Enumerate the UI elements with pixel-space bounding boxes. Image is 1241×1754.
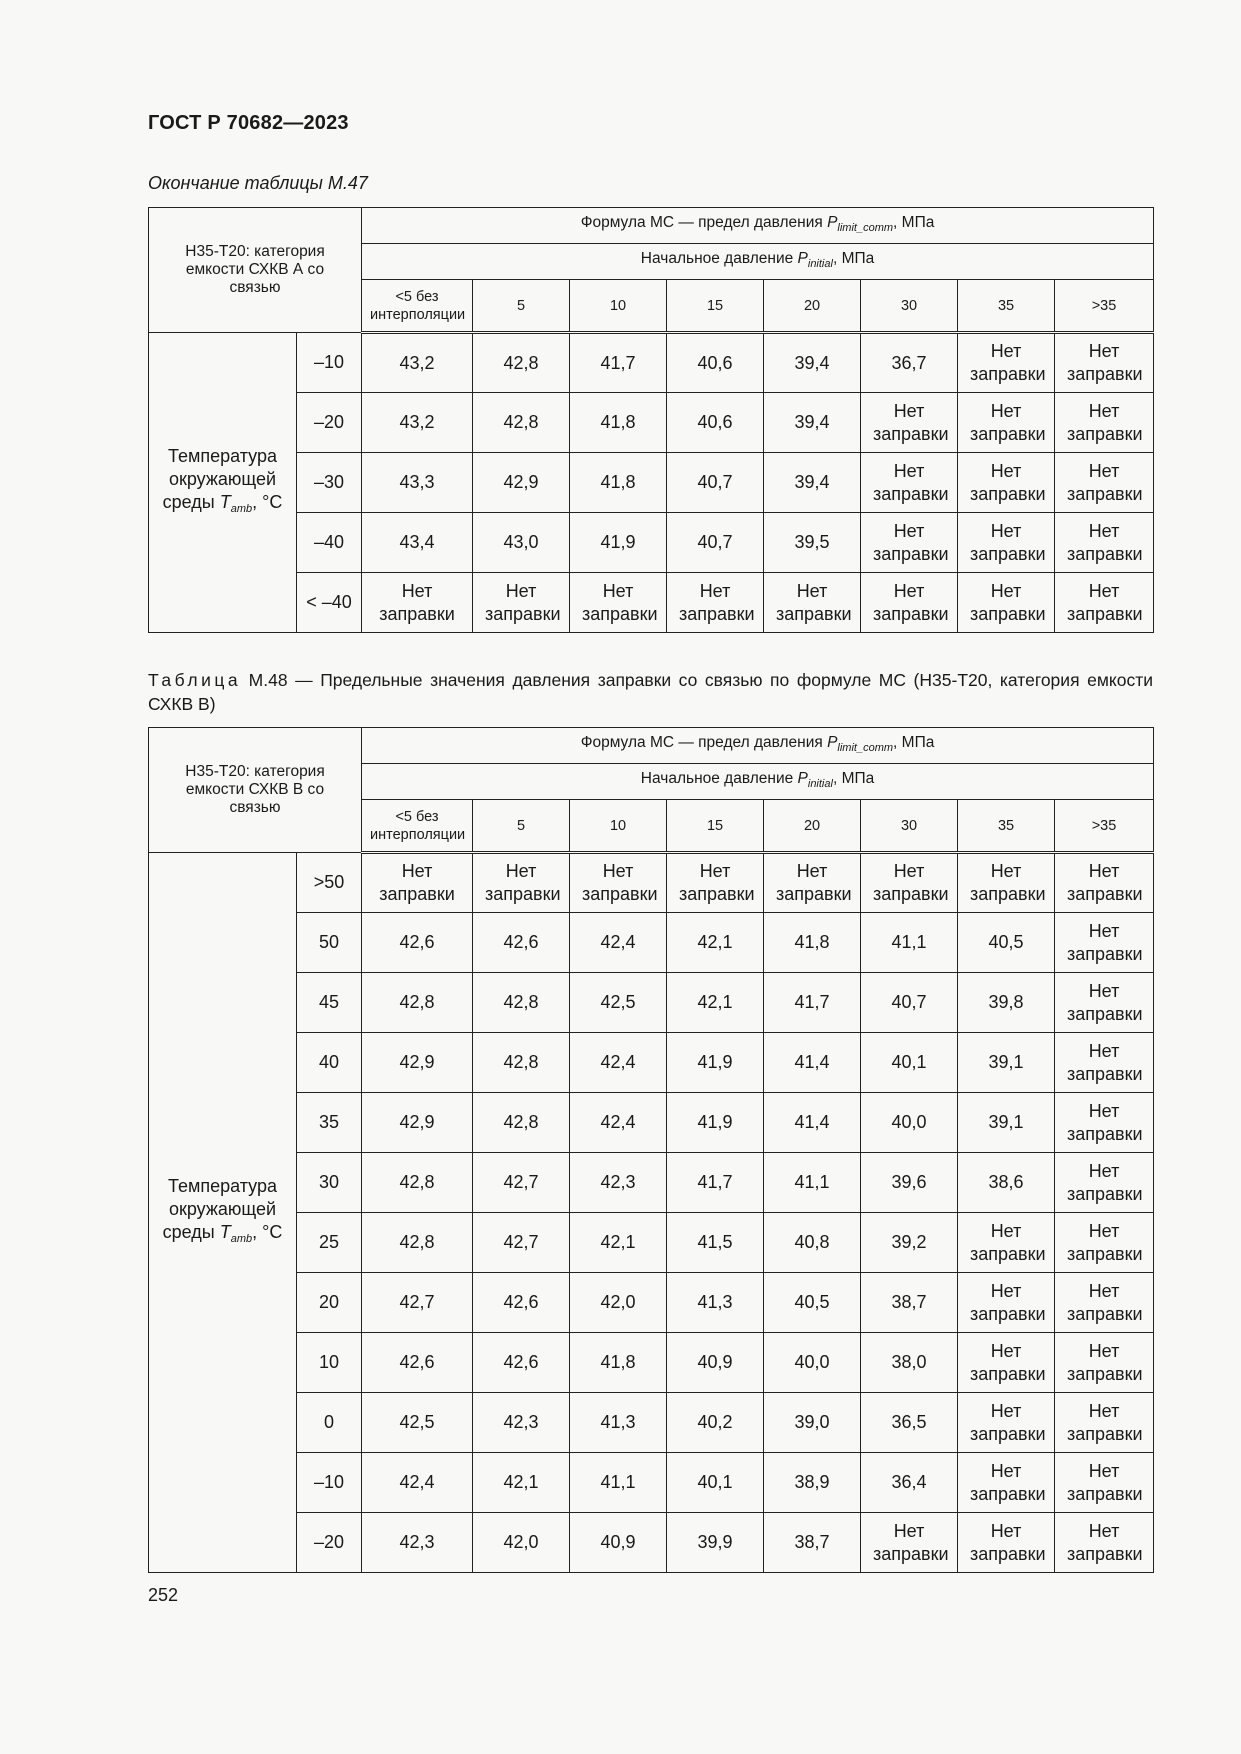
- value-cell: 36,4: [861, 1453, 958, 1513]
- table-m48: [148, 727, 1154, 1573]
- table-row: [149, 853, 1154, 913]
- row-group-label-text: Температура окружающей среды: [162, 445, 278, 512]
- initial-pressure-header-subscript: initial: [807, 258, 833, 270]
- temperature-cell: 20: [297, 1273, 362, 1333]
- no-refuel-cell: Нет заправки: [958, 1393, 1055, 1453]
- no-refuel-cell: Нет заправки: [1055, 513, 1154, 573]
- formula-header-symbol: P: [827, 734, 838, 751]
- value-cell: 42,6: [473, 1273, 570, 1333]
- row-group-label-subscript: amb: [230, 502, 253, 515]
- value-cell: 40,1: [861, 1033, 958, 1093]
- value-cell: 42,3: [362, 1513, 473, 1573]
- value-cell: 41,8: [570, 453, 667, 513]
- temperature-cell: –20: [297, 1513, 362, 1573]
- value-cell: 39,1: [958, 1033, 1055, 1093]
- no-refuel-cell: Нет заправки: [958, 1273, 1055, 1333]
- table-row: [149, 1453, 1154, 1513]
- temperature-cell: –10: [297, 333, 362, 393]
- value-cell: 41,1: [764, 1153, 861, 1213]
- formula-header-symbol: P: [827, 214, 838, 231]
- no-refuel-cell: Нет заправки: [570, 853, 667, 913]
- row-group-label-symbol: T: [219, 1221, 231, 1242]
- value-cell: 42,8: [473, 973, 570, 1033]
- value-cell: 38,0: [861, 1333, 958, 1393]
- page-number: 252: [148, 1585, 179, 1605]
- column-header: 30: [861, 280, 958, 333]
- no-refuel-cell: Нет заправки: [861, 1513, 958, 1573]
- no-refuel-cell: Нет заправки: [1055, 1093, 1154, 1153]
- row-group-label: [149, 853, 297, 1573]
- value-cell: 42,5: [362, 1393, 473, 1453]
- row-group-label-symbol: T: [219, 491, 231, 512]
- value-cell: 42,7: [473, 1153, 570, 1213]
- value-cell: 42,8: [473, 1093, 570, 1153]
- temperature-cell: 0: [297, 1393, 362, 1453]
- value-cell: 42,9: [362, 1033, 473, 1093]
- value-cell: 42,8: [362, 1153, 473, 1213]
- temperature-cell: < –40: [297, 573, 362, 633]
- temperature-cell: –30: [297, 453, 362, 513]
- table-row: [149, 1213, 1154, 1273]
- table-row: [149, 1153, 1154, 1213]
- value-cell: 42,3: [570, 1153, 667, 1213]
- column-header: <5 без интерполяции: [362, 800, 473, 853]
- row-group-label-unit: , °C: [252, 491, 283, 512]
- value-cell: 42,6: [362, 913, 473, 973]
- no-refuel-cell: Нет заправки: [861, 853, 958, 913]
- no-refuel-cell: Нет заправки: [861, 393, 958, 453]
- value-cell: 41,3: [570, 1393, 667, 1453]
- value-cell: 41,8: [764, 913, 861, 973]
- value-cell: 40,5: [764, 1273, 861, 1333]
- column-header: 5: [473, 280, 570, 333]
- no-refuel-cell: Нет заправки: [1055, 333, 1154, 393]
- value-cell: 38,7: [861, 1273, 958, 1333]
- no-refuel-cell: Нет заправки: [667, 573, 764, 633]
- no-refuel-cell: Нет заправки: [1055, 1153, 1154, 1213]
- column-header: 20: [764, 800, 861, 853]
- table-row: [149, 1393, 1154, 1453]
- formula-header-subscript: limit_comm: [837, 742, 894, 754]
- value-cell: 36,7: [861, 333, 958, 393]
- table-row: [149, 1513, 1154, 1573]
- value-cell: 41,4: [764, 1033, 861, 1093]
- value-cell: 42,4: [570, 1033, 667, 1093]
- value-cell: 42,4: [570, 913, 667, 973]
- no-refuel-cell: Нет заправки: [473, 853, 570, 913]
- no-refuel-cell: Нет заправки: [861, 513, 958, 573]
- temperature-cell: –40: [297, 513, 362, 573]
- temperature-cell: 10: [297, 1333, 362, 1393]
- formula-header-unit: , МПа: [893, 734, 935, 751]
- initial-pressure-header-subscript: initial: [807, 778, 833, 790]
- table-row: [149, 1033, 1154, 1093]
- value-cell: 42,9: [362, 1093, 473, 1153]
- value-cell: 42,0: [473, 1513, 570, 1573]
- temperature-cell: 25: [297, 1213, 362, 1273]
- value-cell: 42,6: [473, 1333, 570, 1393]
- row-group-label-unit: , °C: [252, 1221, 283, 1242]
- value-cell: 39,4: [764, 453, 861, 513]
- value-cell: 42,8: [362, 1213, 473, 1273]
- column-header: 20: [764, 280, 861, 333]
- value-cell: 40,7: [861, 973, 958, 1033]
- corner-label: Н35-Т20: категория емкости СХКВ А со связью: [149, 208, 362, 333]
- initial-pressure-header-symbol: P: [797, 770, 808, 787]
- no-refuel-cell: Нет заправки: [1055, 453, 1154, 513]
- value-cell: 39,4: [764, 393, 861, 453]
- value-cell: 41,9: [570, 513, 667, 573]
- table-m47: [148, 207, 1154, 633]
- value-cell: 40,5: [958, 913, 1055, 973]
- column-header: >35: [1055, 800, 1154, 853]
- value-cell: 43,2: [362, 333, 473, 393]
- no-refuel-cell: Нет заправки: [958, 393, 1055, 453]
- value-cell: 41,3: [667, 1273, 764, 1333]
- value-cell: 41,5: [667, 1213, 764, 1273]
- value-cell: 39,2: [861, 1213, 958, 1273]
- no-refuel-cell: Нет заправки: [1055, 1033, 1154, 1093]
- initial-pressure-header-unit: , МПа: [832, 250, 875, 267]
- temperature-cell: 40: [297, 1033, 362, 1093]
- value-cell: 36,5: [861, 1393, 958, 1453]
- no-refuel-cell: Нет заправки: [764, 573, 861, 633]
- temperature-cell: 50: [297, 913, 362, 973]
- table-row: [149, 913, 1154, 973]
- table-row: [149, 1093, 1154, 1153]
- temperature-cell: >50: [297, 853, 362, 913]
- column-header: >35: [1055, 280, 1154, 333]
- value-cell: 38,6: [958, 1153, 1055, 1213]
- no-refuel-cell: Нет заправки: [861, 573, 958, 633]
- value-cell: 42,1: [667, 973, 764, 1033]
- value-cell: 40,2: [667, 1393, 764, 1453]
- value-cell: 40,9: [667, 1333, 764, 1393]
- temperature-cell: 35: [297, 1093, 362, 1153]
- column-header: 5: [473, 800, 570, 853]
- formula-header-unit: , МПа: [893, 214, 935, 231]
- value-cell: 39,0: [764, 1393, 861, 1453]
- value-cell: 40,1: [667, 1453, 764, 1513]
- table-row: [149, 573, 1154, 633]
- corner-label: Н35-Т20: категория емкости СХКВ В со связью: [149, 728, 362, 853]
- value-cell: 43,0: [473, 513, 570, 573]
- value-cell: 43,3: [362, 453, 473, 513]
- value-cell: 41,1: [861, 913, 958, 973]
- value-cell: 41,8: [570, 1333, 667, 1393]
- no-refuel-cell: Нет заправки: [570, 573, 667, 633]
- table-m48-caption-text: М.48 — Предельные значения давления заправки со связью по формуле МС (Н35-Т20, категория емкости СХКВ В): [148, 670, 1153, 714]
- no-refuel-cell: Нет заправки: [362, 573, 473, 633]
- value-cell: 42,9: [473, 453, 570, 513]
- table-row: [149, 973, 1154, 1033]
- no-refuel-cell: Нет заправки: [958, 333, 1055, 393]
- no-refuel-cell: Нет заправки: [1055, 1393, 1154, 1453]
- value-cell: 38,9: [764, 1453, 861, 1513]
- value-cell: 42,8: [473, 393, 570, 453]
- no-refuel-cell: Нет заправки: [861, 453, 958, 513]
- value-cell: 42,1: [473, 1453, 570, 1513]
- initial-pressure-header-symbol: P: [797, 250, 808, 267]
- value-cell: 43,2: [362, 393, 473, 453]
- value-cell: 42,8: [473, 333, 570, 393]
- value-cell: 39,9: [667, 1513, 764, 1573]
- table-m48-caption: [148, 668, 1153, 716]
- value-cell: 42,6: [473, 913, 570, 973]
- row-group-label-subscript: amb: [230, 1232, 253, 1245]
- no-refuel-cell: Нет заправки: [958, 453, 1055, 513]
- table-m48-caption-label: Таблица: [148, 670, 242, 690]
- value-cell: 42,4: [570, 1093, 667, 1153]
- value-cell: 42,0: [570, 1273, 667, 1333]
- no-refuel-cell: Нет заправки: [667, 853, 764, 913]
- value-cell: 41,4: [764, 1093, 861, 1153]
- value-cell: 42,3: [473, 1393, 570, 1453]
- value-cell: 42,4: [362, 1453, 473, 1513]
- value-cell: 39,5: [764, 513, 861, 573]
- value-cell: 40,6: [667, 393, 764, 453]
- initial-pressure-header: [362, 764, 1154, 800]
- value-cell: 40,8: [764, 1213, 861, 1273]
- no-refuel-cell: Нет заправки: [1055, 1453, 1154, 1513]
- value-cell: 41,7: [667, 1153, 764, 1213]
- table-row: [149, 393, 1154, 453]
- value-cell: 41,7: [570, 333, 667, 393]
- no-refuel-cell: Нет заправки: [958, 573, 1055, 633]
- column-header: 35: [958, 800, 1055, 853]
- no-refuel-cell: Нет заправки: [958, 1453, 1055, 1513]
- column-header: 35: [958, 280, 1055, 333]
- value-cell: 40,0: [764, 1333, 861, 1393]
- no-refuel-cell: Нет заправки: [1055, 973, 1154, 1033]
- no-refuel-cell: Нет заправки: [1055, 573, 1154, 633]
- no-refuel-cell: Нет заправки: [1055, 1513, 1154, 1573]
- row-group-label-text: Температура окружающей среды: [162, 1175, 278, 1242]
- no-refuel-cell: Нет заправки: [1055, 1333, 1154, 1393]
- table-row: [149, 453, 1154, 513]
- table-m47-caption: Окончание таблицы М.47: [148, 173, 368, 193]
- initial-pressure-header: [362, 244, 1154, 280]
- value-cell: 39,8: [958, 973, 1055, 1033]
- formula-header-subscript: limit_comm: [837, 222, 894, 234]
- no-refuel-cell: Нет заправки: [1055, 913, 1154, 973]
- no-refuel-cell: Нет заправки: [1055, 393, 1154, 453]
- value-cell: 39,6: [861, 1153, 958, 1213]
- formula-header: [362, 208, 1154, 244]
- value-cell: 41,8: [570, 393, 667, 453]
- value-cell: 40,7: [667, 453, 764, 513]
- table-row: [149, 333, 1154, 393]
- temperature-cell: 45: [297, 973, 362, 1033]
- table-row: [149, 1333, 1154, 1393]
- no-refuel-cell: Нет заправки: [958, 1213, 1055, 1273]
- no-refuel-cell: Нет заправки: [1055, 853, 1154, 913]
- value-cell: 42,8: [362, 973, 473, 1033]
- value-cell: 39,4: [764, 333, 861, 393]
- value-cell: 40,7: [667, 513, 764, 573]
- value-cell: 40,0: [861, 1093, 958, 1153]
- formula-header-text: Формула МС — предел давления: [580, 734, 828, 751]
- no-refuel-cell: Нет заправки: [1055, 1273, 1154, 1333]
- temperature-cell: 30: [297, 1153, 362, 1213]
- value-cell: 42,8: [473, 1033, 570, 1093]
- value-cell: 42,1: [570, 1213, 667, 1273]
- initial-pressure-header-text: Начальное давление: [640, 250, 798, 267]
- value-cell: 40,6: [667, 333, 764, 393]
- value-cell: 41,1: [570, 1453, 667, 1513]
- value-cell: 41,9: [667, 1033, 764, 1093]
- no-refuel-cell: Нет заправки: [764, 853, 861, 913]
- value-cell: 42,1: [667, 913, 764, 973]
- formula-header-text: Формула МС — предел давления: [580, 214, 828, 231]
- table-row: [149, 513, 1154, 573]
- no-refuel-cell: Нет заправки: [958, 513, 1055, 573]
- document-header: ГОСТ Р 70682—2023: [148, 112, 349, 134]
- table-row: [149, 1273, 1154, 1333]
- no-refuel-cell: Нет заправки: [958, 853, 1055, 913]
- value-cell: 42,7: [473, 1213, 570, 1273]
- column-header: 10: [570, 800, 667, 853]
- no-refuel-cell: Нет заправки: [958, 1333, 1055, 1393]
- value-cell: 42,6: [362, 1333, 473, 1393]
- no-refuel-cell: Нет заправки: [1055, 1213, 1154, 1273]
- column-header: 15: [667, 280, 764, 333]
- temperature-cell: –20: [297, 393, 362, 453]
- value-cell: 40,9: [570, 1513, 667, 1573]
- column-header: <5 без интерполяции: [362, 280, 473, 333]
- value-cell: 38,7: [764, 1513, 861, 1573]
- no-refuel-cell: Нет заправки: [473, 573, 570, 633]
- row-group-label: [149, 333, 297, 633]
- value-cell: 43,4: [362, 513, 473, 573]
- column-header: 10: [570, 280, 667, 333]
- value-cell: 41,9: [667, 1093, 764, 1153]
- value-cell: 42,5: [570, 973, 667, 1033]
- value-cell: 42,7: [362, 1273, 473, 1333]
- initial-pressure-header-unit: , МПа: [832, 770, 875, 787]
- no-refuel-cell: Нет заправки: [362, 853, 473, 913]
- column-header: 15: [667, 800, 764, 853]
- column-header: 30: [861, 800, 958, 853]
- temperature-cell: –10: [297, 1453, 362, 1513]
- formula-header: [362, 728, 1154, 764]
- no-refuel-cell: Нет заправки: [958, 1513, 1055, 1573]
- value-cell: 39,1: [958, 1093, 1055, 1153]
- initial-pressure-header-text: Начальное давление: [640, 770, 798, 787]
- value-cell: 41,7: [764, 973, 861, 1033]
